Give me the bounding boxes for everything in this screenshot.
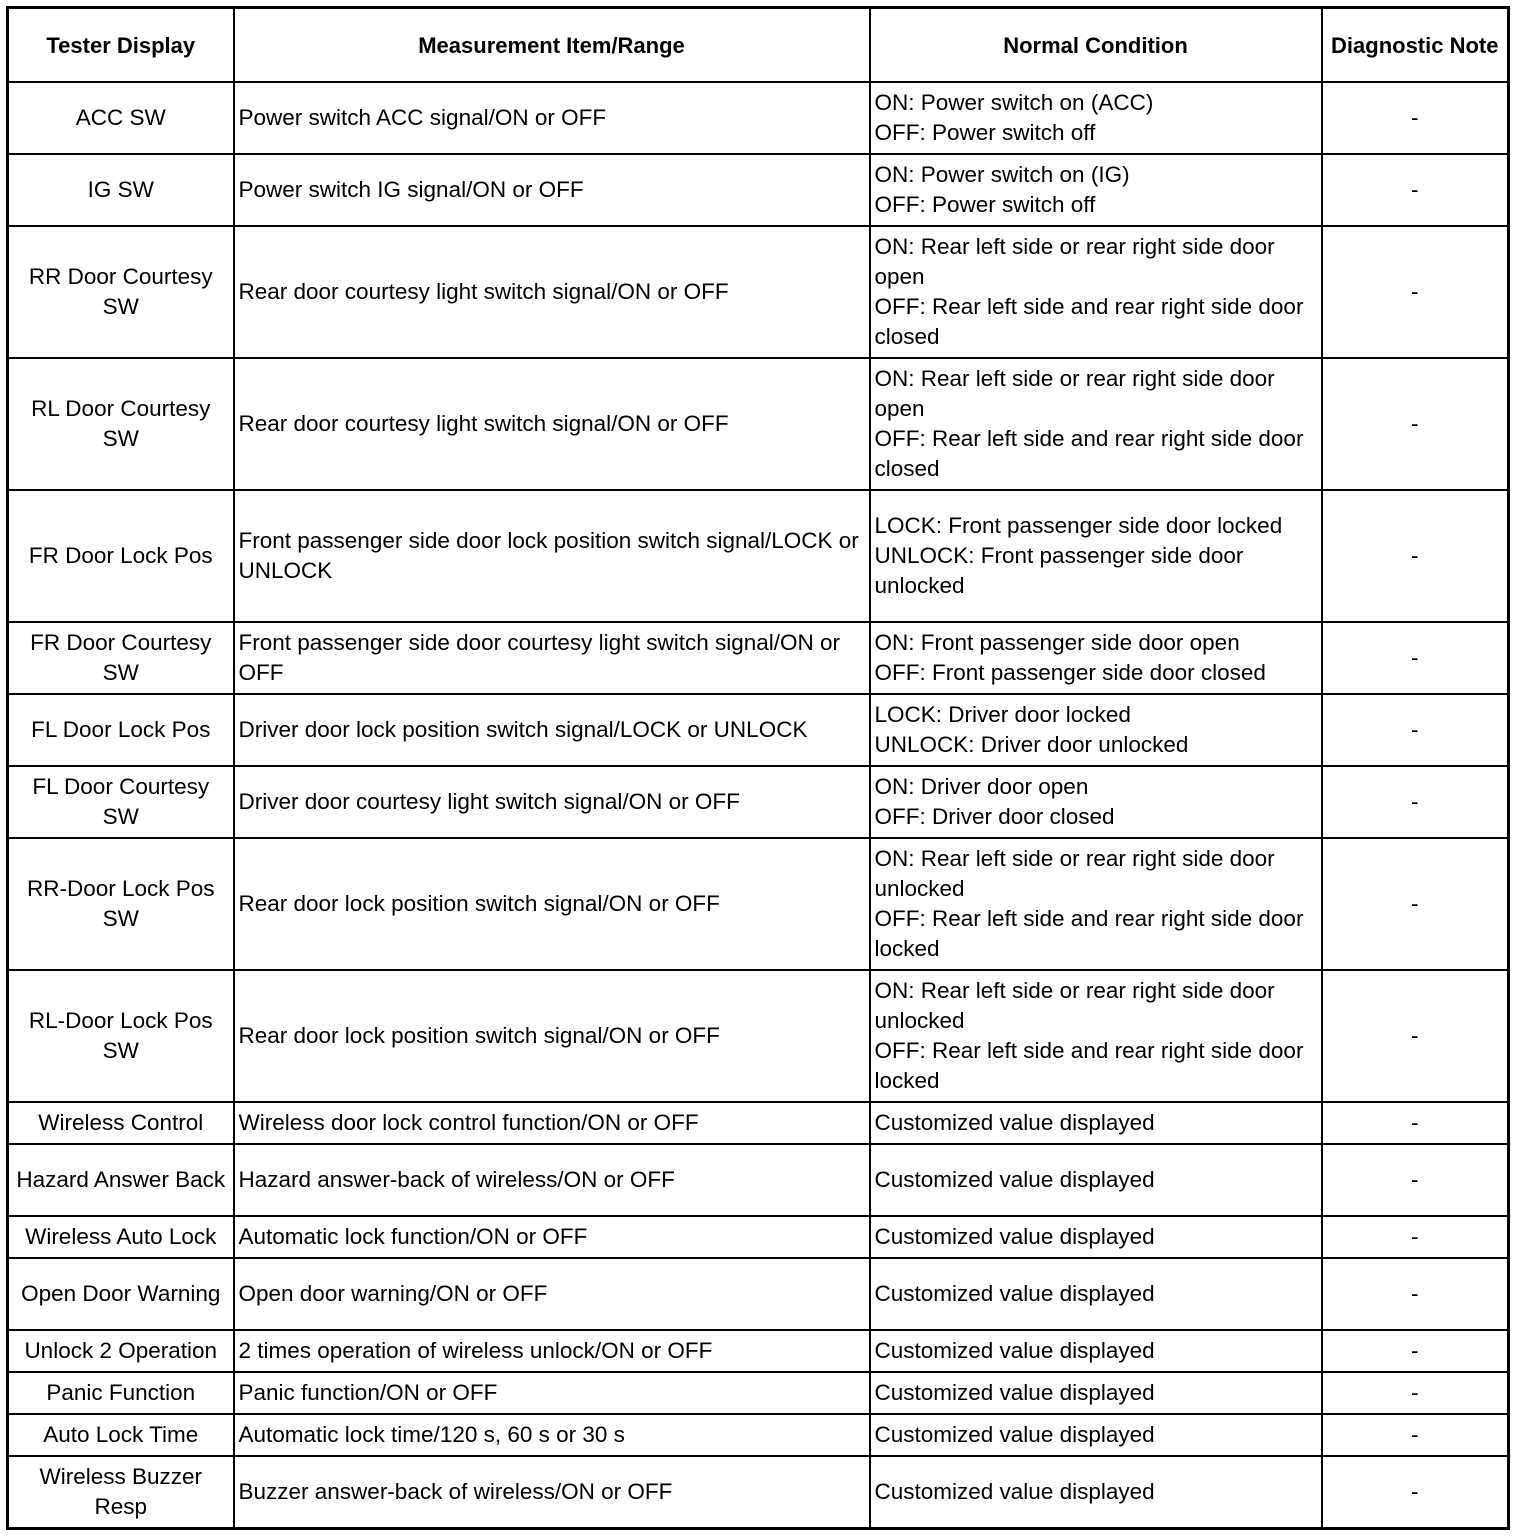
condition-line: Customized value displayed [874, 1224, 1155, 1249]
condition-line: OFF: Rear left side and rear right side door locked [874, 1038, 1304, 1093]
diagnostic-note-cell: - [1322, 1372, 1509, 1414]
condition-line: UNLOCK: Driver door unlocked [874, 732, 1189, 757]
diagnostic-note-cell: - [1322, 1414, 1509, 1456]
diagnostic-note-cell: - [1322, 1456, 1509, 1529]
tester-display-cell: Hazard Answer Back [8, 1144, 234, 1216]
diagnostic-note-cell: - [1322, 358, 1509, 490]
measurement-cell: Open door warning/ON or OFF [234, 1258, 870, 1330]
normal-condition-cell [870, 1456, 1322, 1529]
condition-line: ON: Front passenger side door open [874, 630, 1240, 655]
table-row [8, 358, 1509, 490]
tester-display-cell: RL Door Courtesy SW [8, 358, 234, 490]
table-row [8, 1102, 1509, 1144]
tester-display-cell: ACC SW [8, 82, 234, 154]
condition-line: OFF: Driver door closed [874, 804, 1115, 829]
normal-condition-cell [870, 226, 1322, 358]
normal-condition-cell [870, 1372, 1322, 1414]
tester-display-cell: Wireless Control [8, 1102, 234, 1144]
condition-line: OFF: Front passenger side door closed [874, 660, 1266, 685]
diagnostic-note-cell: - [1322, 1216, 1509, 1258]
normal-condition-cell [870, 838, 1322, 970]
condition-line: LOCK: Driver door locked [874, 702, 1131, 727]
diagnostic-data-table [6, 6, 1510, 1530]
table-row [8, 1372, 1509, 1414]
normal-condition-cell [870, 82, 1322, 154]
diagnostic-note-cell: - [1322, 1102, 1509, 1144]
tester-display-cell: Panic Function [8, 1372, 234, 1414]
diagnostic-note-cell: - [1322, 226, 1509, 358]
table-row [8, 226, 1509, 358]
condition-line: OFF: Rear left side and rear right side door closed [874, 426, 1304, 481]
table-row [8, 154, 1509, 226]
diagnostic-note-cell: - [1322, 1144, 1509, 1216]
condition-line: Customized value displayed [874, 1338, 1155, 1363]
table-row [8, 82, 1509, 154]
diagnostic-note-cell: - [1322, 766, 1509, 838]
condition-line: Customized value displayed [874, 1380, 1155, 1405]
measurement-cell: Power switch ACC signal/ON or OFF [234, 82, 870, 154]
tester-display-cell: IG SW [8, 154, 234, 226]
measurement-cell: Wireless door lock control function/ON or OFF [234, 1102, 870, 1144]
diagnostic-note-cell: - [1322, 622, 1509, 694]
tester-display-cell: RR Door Courtesy SW [8, 226, 234, 358]
condition-line: ON: Rear left side or rear right side door open [874, 234, 1275, 289]
condition-line: Customized value displayed [874, 1479, 1155, 1504]
diagnostic-note-cell: - [1322, 490, 1509, 622]
normal-condition-cell [870, 1414, 1322, 1456]
header-normal-condition: Normal Condition [870, 8, 1322, 83]
table-row [8, 1144, 1509, 1216]
tester-display-cell: Auto Lock Time [8, 1414, 234, 1456]
header-measurement: Measurement Item/Range [234, 8, 870, 83]
condition-line: OFF: Power switch off [874, 120, 1096, 145]
measurement-cell: Driver door lock position switch signal/LOCK or UNLOCK [234, 694, 870, 766]
condition-line: OFF: Rear left side and rear right side door locked [874, 906, 1304, 961]
table-row [8, 1330, 1509, 1372]
measurement-cell: Front passenger side door lock position switch signal/LOCK or UNLOCK [234, 490, 870, 622]
condition-line: OFF: Power switch off [874, 192, 1096, 217]
measurement-cell: Hazard answer-back of wireless/ON or OFF [234, 1144, 870, 1216]
tester-display-cell: RR-Door Lock Pos SW [8, 838, 234, 970]
normal-condition-cell [870, 622, 1322, 694]
condition-line: Customized value displayed [874, 1167, 1155, 1192]
header-row [8, 8, 1509, 83]
measurement-cell: 2 times operation of wireless unlock/ON or OFF [234, 1330, 870, 1372]
tester-display-cell: FL Door Courtesy SW [8, 766, 234, 838]
measurement-cell: Buzzer answer-back of wireless/ON or OFF [234, 1456, 870, 1529]
normal-condition-cell [870, 490, 1322, 622]
tester-display-cell: FL Door Lock Pos [8, 694, 234, 766]
normal-condition-cell [870, 766, 1322, 838]
table-row [8, 490, 1509, 622]
table-row [8, 766, 1509, 838]
header-tester-display: Tester Display [8, 8, 234, 83]
condition-line: ON: Rear left side or rear right side door unlocked [874, 978, 1275, 1033]
normal-condition-cell [870, 358, 1322, 490]
normal-condition-cell [870, 694, 1322, 766]
header-diagnostic-note: Diagnostic Note [1322, 8, 1509, 83]
table-row [8, 1216, 1509, 1258]
normal-condition-cell [870, 1102, 1322, 1144]
condition-line: Customized value displayed [874, 1110, 1155, 1135]
measurement-cell: Panic function/ON or OFF [234, 1372, 870, 1414]
tester-display-cell: FR Door Lock Pos [8, 490, 234, 622]
table-row [8, 1414, 1509, 1456]
tester-display-cell: Wireless Auto Lock [8, 1216, 234, 1258]
diagnostic-note-cell: - [1322, 154, 1509, 226]
normal-condition-cell [870, 154, 1322, 226]
diagnostic-note-cell: - [1322, 1258, 1509, 1330]
table-row [8, 622, 1509, 694]
condition-line: ON: Rear left side or rear right side door unlocked [874, 846, 1275, 901]
condition-line: LOCK: Front passenger side door locked [874, 513, 1283, 538]
table-row [8, 694, 1509, 766]
condition-line: UNLOCK: Front passenger side door unlocked [874, 543, 1244, 598]
normal-condition-cell [870, 970, 1322, 1102]
condition-line: ON: Power switch on (ACC) [874, 90, 1154, 115]
condition-line: Customized value displayed [874, 1422, 1155, 1447]
table-row [8, 838, 1509, 970]
normal-condition-cell [870, 1144, 1322, 1216]
condition-line: OFF: Rear left side and rear right side door closed [874, 294, 1304, 349]
diagnostic-note-cell: - [1322, 694, 1509, 766]
condition-line: ON: Driver door open [874, 774, 1089, 799]
measurement-cell: Power switch IG signal/ON or OFF [234, 154, 870, 226]
measurement-cell: Automatic lock time/120 s, 60 s or 30 s [234, 1414, 870, 1456]
measurement-cell: Automatic lock function/ON or OFF [234, 1216, 870, 1258]
condition-line: ON: Rear left side or rear right side door open [874, 366, 1275, 421]
measurement-cell: Rear door courtesy light switch signal/ON or OFF [234, 226, 870, 358]
condition-line: Customized value displayed [874, 1281, 1155, 1306]
measurement-cell: Rear door courtesy light switch signal/ON or OFF [234, 358, 870, 490]
condition-line: ON: Power switch on (IG) [874, 162, 1130, 187]
table-row [8, 970, 1509, 1102]
tester-display-cell: FR Door Courtesy SW [8, 622, 234, 694]
normal-condition-cell [870, 1258, 1322, 1330]
measurement-cell: Driver door courtesy light switch signal/ON or OFF [234, 766, 870, 838]
tester-display-cell: Wireless Buzzer Resp [8, 1456, 234, 1529]
diagnostic-note-cell: - [1322, 1330, 1509, 1372]
diagnostic-note-cell: - [1322, 970, 1509, 1102]
tester-display-cell: RL-Door Lock Pos SW [8, 970, 234, 1102]
measurement-cell: Rear door lock position switch signal/ON or OFF [234, 970, 870, 1102]
tester-display-cell: Unlock 2 Operation [8, 1330, 234, 1372]
table-row [8, 1456, 1509, 1529]
tester-display-cell: Open Door Warning [8, 1258, 234, 1330]
diagnostic-note-cell: - [1322, 838, 1509, 970]
measurement-cell: Front passenger side door courtesy light switch signal/ON or OFF [234, 622, 870, 694]
measurement-cell: Rear door lock position switch signal/ON or OFF [234, 838, 870, 970]
table-row [8, 1258, 1509, 1330]
normal-condition-cell [870, 1330, 1322, 1372]
diagnostic-note-cell: - [1322, 82, 1509, 154]
normal-condition-cell [870, 1216, 1322, 1258]
